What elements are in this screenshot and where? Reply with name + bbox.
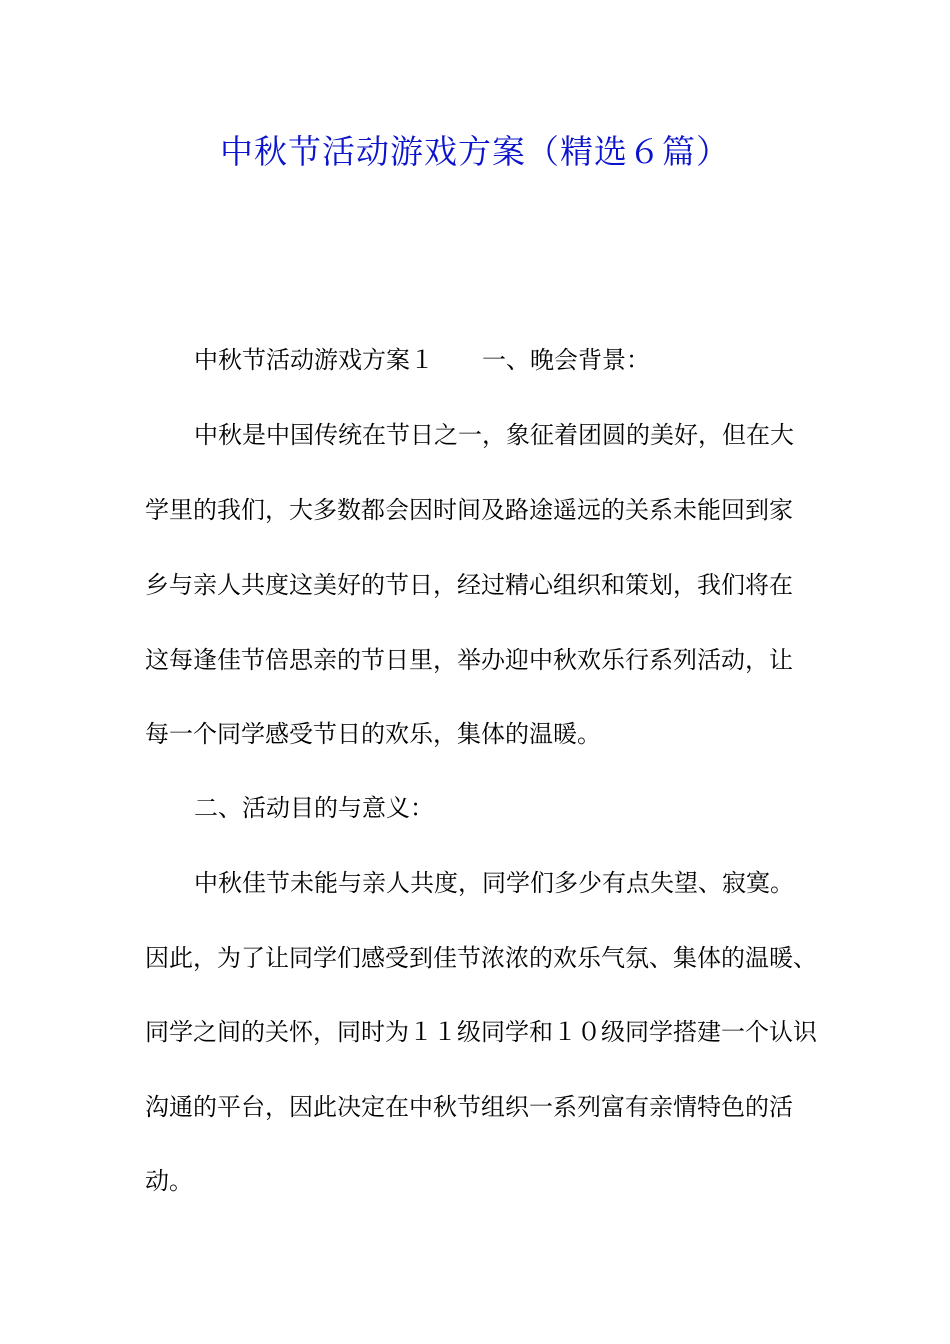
section-label: 中秋节活动游戏方案１ xyxy=(194,346,434,374)
paragraph-line: 沟通的平台，因此决定在中秋节组织一系列富有亲情特色的活 xyxy=(145,1093,793,1121)
paragraph-line: 同学之间的关怀，同时为１１级同学和１０级同学搭建一个认识 xyxy=(145,1018,817,1046)
paragraph-line: 动。 xyxy=(145,1167,193,1195)
paragraph-line: 因此，为了让同学们感受到佳节浓浓的欢乐气氛、集体的温暖、 xyxy=(145,944,817,972)
document-title: 中秋节活动游戏方案（精选６篇） xyxy=(220,132,730,171)
section-heading-line xyxy=(194,340,650,380)
paragraph-line: 这每逢佳节倍思亲的节日里，举办迎中秋欢乐行系列活动，让 xyxy=(145,646,793,674)
paragraph-line: 每一个同学感受节日的欢乐，集体的温暖。 xyxy=(145,720,601,748)
paragraph-line: 学里的我们，大多数都会因时间及路途遥远的关系未能回到家 xyxy=(145,496,793,524)
paragraph-line: 中秋是中国传统在节日之一，象征着团圆的美好，但在大 xyxy=(194,421,794,449)
heading-background: 一、晚会背景： xyxy=(482,346,650,374)
paragraph-line: 乡与亲人共度这美好的节日，经过精心组织和策划，我们将在 xyxy=(145,571,793,599)
paragraph-line: 中秋佳节未能与亲人共度，同学们多少有点失望、寂寞。 xyxy=(194,869,794,897)
heading-purpose: 二、活动目的与意义： xyxy=(194,794,434,822)
